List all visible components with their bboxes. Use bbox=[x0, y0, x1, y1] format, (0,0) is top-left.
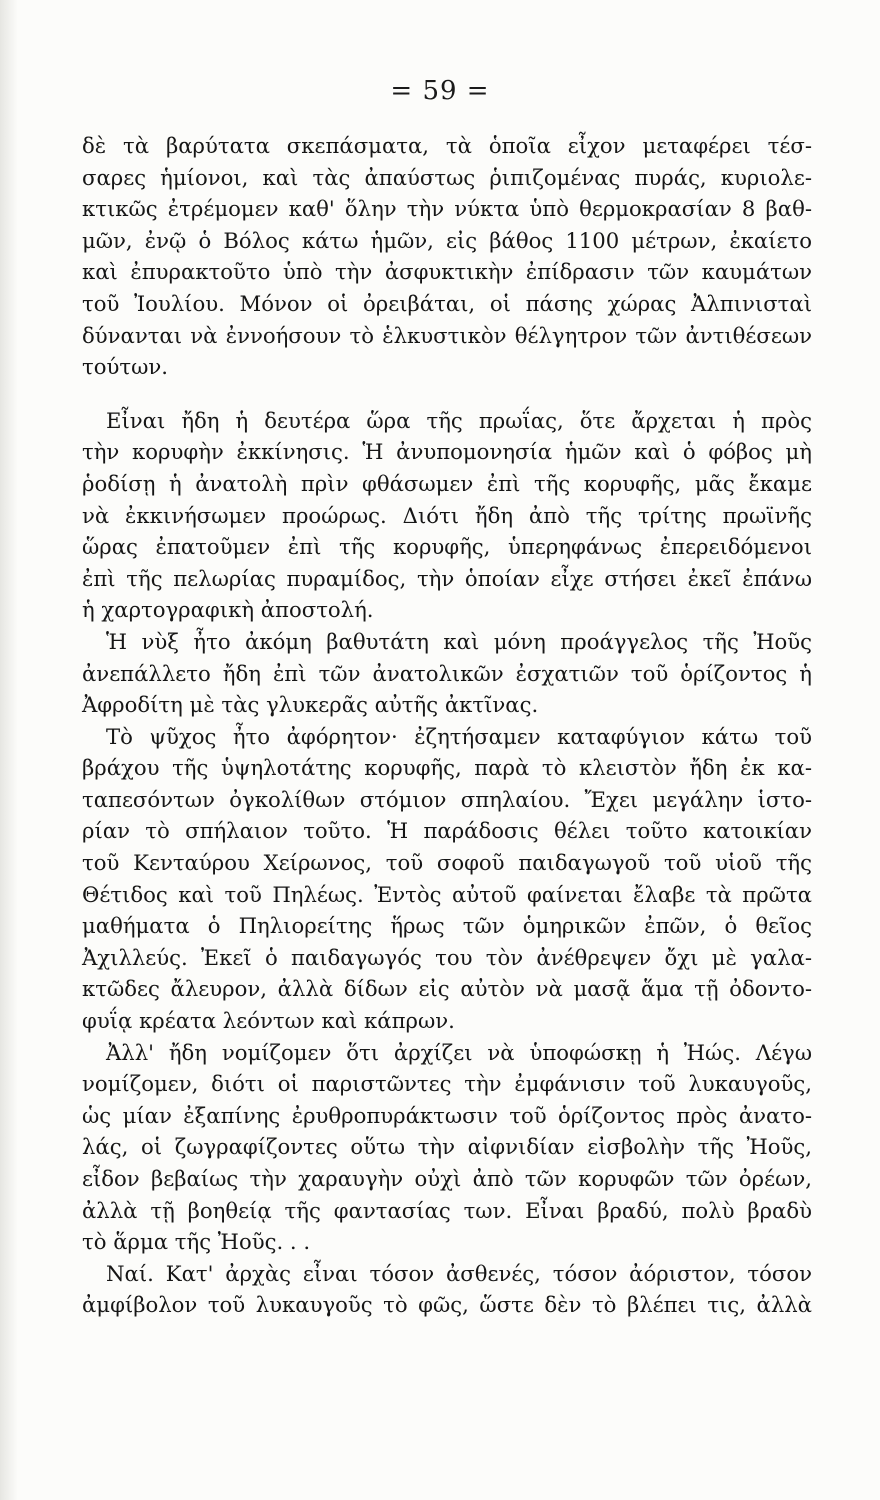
text-line: νὰ ἐκκινήσωμεν προώρως. Διότι ἤδη ἀπὸ τῆς τρίτης πρωϊνῆς bbox=[82, 502, 812, 528]
text-line: τούτων. bbox=[82, 354, 168, 380]
text-line: κτῶδες ἄλευρον, ἀλλὰ δίδων εἰς αὐτὸν νὰ μασᾷ ἅμα τῇ ὀδοντο- bbox=[82, 976, 812, 1002]
paragraph bbox=[82, 1258, 812, 1321]
text-line: τὸ ἅρμα τῆς Ἠοῦς. . . bbox=[82, 1229, 311, 1255]
paragraph bbox=[82, 721, 812, 1037]
paragraph bbox=[82, 130, 812, 383]
text-line: καὶ ἐπυρακτοῦτο ὑπὸ τὴν ἀσφυκτικὴν ἐπίδρασιν τῶν καυμάτων bbox=[82, 259, 812, 285]
paragraph bbox=[82, 1037, 812, 1258]
text-line: ὥρας ἐπατοῦμεν ἐπὶ τῆς κορυφῆς, ὑπερηφάνως ἐπερειδόμενοι bbox=[82, 534, 812, 560]
text-line: ὡς μίαν ἐξαπίνης ἐρυθροπυράκτωσιν τοῦ ὁρίζοντος πρὸς ἀνατο- bbox=[82, 1102, 812, 1128]
text-line: ἀμφίβολον τοῦ λυκαυγοῦς τὸ φῶς, ὥστε δὲν τὸ βλέπει τις, ἀλλὰ bbox=[82, 1292, 812, 1318]
text-line: τοῦ Κενταύρου Χείρωνος, τοῦ σοφοῦ παιδαγωγοῦ τοῦ υἱοῦ τῆς bbox=[82, 850, 812, 876]
text-line: ρίαν τὸ σπήλαιον τοῦτο. Ἡ παράδοσις θέλει τοῦτο κατοικίαν bbox=[82, 818, 812, 844]
text-line: φυΐᾳ κρέατα λεόντων καὶ κάπρων. bbox=[82, 1008, 455, 1034]
page-edge-shadow bbox=[0, 0, 18, 1500]
text-line: δύνανται νὰ ἐννοήσουν τὸ ἑλκυστικὸν θέλγητρον τῶν ἀντιθέσεων bbox=[82, 322, 812, 348]
text-line: μῶν, ἐνῷ ὁ Βόλος κάτω ἡμῶν, εἰς βάθος 1100 μέτρων, ἐκαίετο bbox=[82, 227, 812, 253]
page-body-text bbox=[82, 130, 812, 1321]
text-line: τὴν κορυφὴν ἐκκίνησις. Ἡ ἀνυπομονησία ἡμῶν καὶ ὁ φόβος μὴ bbox=[82, 439, 812, 465]
text-line: σαρες ἡμίονοι, καὶ τὰς ἀπαύστως ῥιπιζομένας πυράς, κυριολε- bbox=[82, 164, 812, 190]
text-line: Ἀφροδίτη μὲ τὰς γλυκερᾶς αὐτῆς ἀκτῖνας. bbox=[82, 692, 539, 718]
text-line: νομίζομεν, διότι οἱ παριστῶντες τὴν ἐμφάνισιν τοῦ λυκαυγοῦς, bbox=[82, 1071, 812, 1097]
paragraph bbox=[82, 626, 812, 721]
text-line: Θέτιδος καὶ τοῦ Πηλέως. Ἐντὸς αὐτοῦ φαίνεται ἔλαβε τὰ πρῶτα bbox=[82, 881, 812, 907]
text-line: ῥοδίσῃ ἡ ἀνατολὴ πρὶν φθάσωμεν ἐπὶ τῆς κορυφῆς, μᾶς ἔκαμε bbox=[82, 470, 812, 496]
text-line: Εἶναι ἤδη ἡ δευτέρα ὥρα τῆς πρωΐας, ὅτε ἄρχεται ἡ πρὸς bbox=[106, 407, 812, 433]
text-line: τοῦ Ἰουλίου. Μόνον οἱ ὀρειβάται, οἱ πάσης χώρας Ἀλπινισταὶ bbox=[82, 290, 812, 316]
text-line: μαθήματα ὁ Πηλιορείτης ἥρως τῶν ὁμηρικῶν ἐπῶν, ὁ θεῖος bbox=[82, 913, 812, 939]
paragraph bbox=[82, 405, 812, 626]
text-line: Ἡ νὺξ ἦτο ἀκόμη βαθυτάτη καὶ μόνη προάγγελος τῆς Ἠοῦς bbox=[106, 628, 812, 654]
text-line: ἐπὶ τῆς πελωρίας πυραμίδος, τὴν ὁποίαν εἶχε στήσει ἐκεῖ ἐπάνω bbox=[82, 565, 812, 591]
text-line: δὲ τὰ βαρύτατα σκεπάσματα, τὰ ὁποῖα εἶχον μεταφέρει τέσ- bbox=[82, 133, 812, 158]
text-line: εἶδον βεβαίως τὴν χαραυγὴν οὐχὶ ἀπὸ τῶν κορυφῶν τῶν ὀρέων, bbox=[82, 1166, 812, 1191]
page-number-header: = 59 = bbox=[390, 76, 490, 106]
paragraph-gap bbox=[82, 383, 812, 405]
text-line: Ναί. Κατ' ἀρχὰς εἶναι τόσον ἀσθενές, τόσον ἀόριστον, τόσον bbox=[106, 1260, 812, 1286]
text-line: βράχου τῆς ὑψηλοτάτης κορυφῆς, παρὰ τὸ κλειστὸν ἤδη ἐκ κα- bbox=[82, 755, 812, 781]
text-line: ἀλλὰ τῇ βοηθείᾳ τῆς φαντασίας των. Εἶναι βραδύ, πολὺ βραδὺ bbox=[82, 1197, 812, 1223]
text-line: ταπεσόντων ὀγκολίθων στόμιον σπηλαίου. Ἔχει μεγάλην ἱστο- bbox=[82, 786, 812, 812]
text-line: λάς, οἱ ζωγραφίζοντες οὕτω τὴν αἰφνιδίαν εἰσβολὴν τῆς Ἠοῦς, bbox=[82, 1134, 812, 1160]
text-line: Τὸ ψῦχος ἦτο ἀφόρητον· ἐζητήσαμεν καταφύγιον κάτω τοῦ bbox=[106, 723, 812, 749]
text-line: κτικῶς ἐτρέμομεν καθ' ὅλην τὴν νύκτα ὑπὸ θερμοκρασίαν 8 βαθ- bbox=[82, 196, 812, 222]
text-line: ἀνεπάλλετο ἤδη ἐπὶ τῶν ἀνατολικῶν ἐσχατιῶν τοῦ ὁρίζοντος ἡ bbox=[82, 660, 812, 686]
text-line: Ἀλλ' ἤδη νομίζομεν ὅτι ἀρχίζει νὰ ὑποφώσκῃ ἡ Ἠώς. Λέγω bbox=[106, 1039, 812, 1065]
text-line: ἡ χαρτογραφικὴ ἀποστολή. bbox=[82, 597, 374, 623]
text-line: Ἀχιλλεύς. Ἐκεῖ ὁ παιδαγωγός του τὸν ἀνέθρεψεν ὄχι μὲ γαλα- bbox=[82, 944, 812, 970]
